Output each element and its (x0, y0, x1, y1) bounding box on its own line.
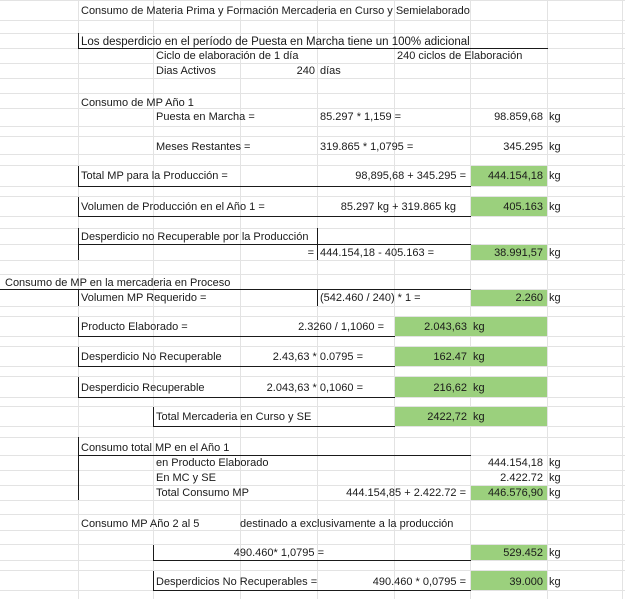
waste-unit: kg (549, 247, 561, 259)
process-total-value: 2422,72 (427, 411, 467, 423)
rec-label: Desperdicio Recuperable (81, 382, 205, 394)
border-process-total (153, 426, 395, 427)
process-total-unit: kg (473, 411, 485, 423)
total-mc-unit: kg (549, 472, 561, 484)
nonrec-label: Desperdicio No Recuperable (81, 351, 222, 363)
volume-value: 405.163 (503, 201, 543, 213)
border-finished (78, 336, 395, 337)
border-total-mp (78, 186, 471, 187)
border-rec-left (78, 377, 79, 397)
border-volume-left (78, 197, 79, 216)
process-total-label: Total Mercaderia en Curso y SE (156, 411, 312, 423)
active-days-label: Dias Activos (156, 65, 216, 77)
total-consumption-value: 446.576,90 (487, 487, 543, 499)
years-value: 529.452 (503, 547, 543, 559)
border-process-mid (317, 289, 318, 306)
border-finished-left (78, 317, 79, 336)
volume-unit: kg (549, 201, 561, 213)
border-nonrec (78, 366, 395, 367)
total-consumption-label: Total Consumo MP (156, 487, 249, 499)
waste-intro: Los desperdicio en el período de Puesta en Marcha tiene un 100% adicional (81, 36, 470, 48)
cycles-value: 240 ciclos de Elaboración (397, 50, 523, 62)
total-year1-title: Consumo total MP en el Año 1 (81, 442, 230, 454)
active-days-unit: días (320, 65, 341, 77)
total-mc-label: En MC y SE (156, 472, 216, 484)
border-total-year1-left (78, 437, 79, 500)
required-value: 2.260 (515, 292, 543, 304)
years-title: Consumo MP Año 2 al 5 (81, 518, 200, 530)
volume-label: Volumen de Producción en el Año 1 = (81, 201, 265, 213)
rec-value: 216,62 (433, 382, 467, 394)
startup-value: 98.859,68 (494, 111, 543, 123)
finished-formula: 2.3260 / 1,1060 = (298, 321, 384, 333)
required-formula: (542.460 / 240) * 1 = (320, 292, 421, 304)
rec-unit: kg (473, 382, 485, 394)
border-years-formula (153, 560, 471, 561)
years-waste-label: Desperdicios No Recuperables = (156, 576, 318, 588)
border-process-total-left (153, 407, 154, 426)
total-mp-label: Total MP para la Producción = (81, 170, 228, 182)
total-mc-value: 2.422.72 (500, 472, 543, 484)
border-years-formula-left (153, 545, 154, 560)
border-years-waste (153, 590, 471, 591)
years-note: destinado a exclusivamente a la producción (240, 518, 454, 530)
years-waste-unit: kg (549, 576, 561, 588)
nonrec-formula: 2.43,63 * 0.0795 = (272, 351, 363, 363)
border-waste (78, 244, 471, 245)
border-nonrec-left (78, 347, 79, 366)
process-title: Consumo de MP en la mercaderia en Proceso (5, 277, 231, 289)
nonrec-value: 162.47 (433, 351, 467, 363)
border-waste-mid (317, 228, 318, 260)
total-finished-unit: kg (549, 457, 561, 469)
years-waste-formula: 490.460 * 0,0795 = (372, 576, 466, 588)
border-rec (78, 397, 395, 398)
nonrec-unit: kg (473, 351, 485, 363)
remaining-formula: 319.865 * 1,0795 = (320, 141, 414, 153)
active-days-value: 240 (296, 65, 315, 77)
remaining-value: 345.295 (503, 141, 543, 153)
total-mp-unit: kg (549, 170, 561, 182)
total-mp-formula: 98,895,68 + 345.295 = (355, 170, 466, 182)
border-total-year1 (78, 455, 471, 456)
years-unit: kg (549, 547, 561, 559)
required-label: Volumen MP Requerido = (81, 292, 207, 304)
border-waste-left (78, 228, 79, 260)
cycle-label: Ciclo de elaboración de 1 día (156, 50, 299, 62)
waste-value: 38.991,57 (494, 247, 543, 259)
total-mp-value: 444.154,18 (487, 170, 543, 182)
border-volume (78, 216, 471, 217)
remaining-unit: kg (549, 141, 561, 153)
total-consumption-unit: kg (549, 487, 561, 499)
total-finished-value: 444.154,18 (487, 457, 543, 469)
required-unit: kg (549, 292, 561, 304)
years-waste-value: 39.000 (509, 576, 543, 588)
border-process-left (78, 289, 79, 306)
remaining-label: Meses Restantes = (156, 141, 251, 153)
waste-label: Desperdicio no Recuperable por la Producción (81, 231, 309, 243)
total-finished-label: en Producto Elaborado (156, 457, 269, 469)
waste-formula: 444.154,18 - 405.163 = (320, 247, 435, 259)
border-years-waste-left (153, 571, 154, 590)
waste-eq: = (307, 247, 314, 259)
volume-formula: 85.297 kg + 319.865 kg (340, 201, 456, 213)
finished-value: 2.043,63 (424, 321, 467, 333)
rec-formula: 2.043,63 * 0,1060 = (266, 382, 363, 394)
startup-label: Puesta en Marcha = (156, 111, 255, 123)
total-consumption-formula: 444.154,85 + 2.422.72 = (346, 487, 466, 499)
sheet-title: Consumo de Materia Prima y Formación Mercaderia en Curso y Semielaborado (81, 5, 470, 17)
finished-unit: kg (473, 321, 485, 333)
border-total-mp-left (78, 166, 79, 186)
finished-label: Producto Elaborado = (81, 321, 188, 333)
startup-unit: kg (549, 111, 561, 123)
border-header-left (78, 33, 79, 48)
years-formula: 490.460* 1,0795 = (233, 547, 324, 559)
mp-year1-title: Consumo de MP Año 1 (81, 97, 194, 109)
startup-formula: 85.297 * 1,159 = (320, 111, 402, 123)
